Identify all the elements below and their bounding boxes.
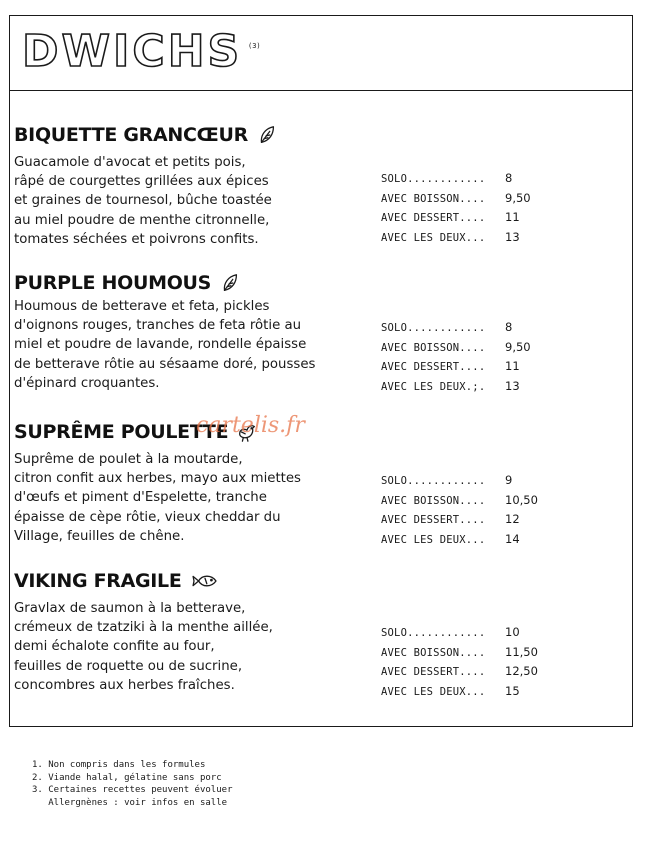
item-description: Suprême de poulet à la moutarde, citron confit aux herbes, mayo aux miettes d'œufs et piment d'Espelette, tranche épaisse de cèpe rôtie, vieux cheddar du Village, feuilles de chêne. [14,452,301,544]
section-title: DWICHS [22,26,243,77]
price-row: AVEC LES DEUX... 13 [381,229,520,244]
leaf-icon [219,272,241,294]
fish-icon [190,570,220,592]
item-name: VIKING FRAGILE [14,569,614,593]
footnote: 1. Non compris dans les formules [32,760,206,770]
price-row: SOLO............ 8 [381,320,513,334]
price-row: AVEC BOISSON.... 9,50 [381,190,531,205]
footnote: Allergnènes : voir infos en salle [32,797,228,808]
price-row: AVEC LES DEUX... 14 [381,531,520,546]
price-row: AVEC BOISSON.... 9,50 [381,339,531,354]
price-row: AVEC BOISSON.... 11,50 [381,644,538,659]
item-description: Guacamole d'avocat et petits pois, râpé de courgettes grillées aux épices et graines de tournesol, bûche toastée au miel poudre de menthe citronnelle, tomates séchées et poivrons confits. [14,155,272,247]
price-row: AVEC DESSERT.... 12 [381,512,520,526]
item-name: SUPRÊME POULETTE [14,420,614,444]
item-name: PURPLE HOUMOUS [14,271,614,295]
price-row: AVEC BOISSON.... 10,50 [381,492,538,507]
price-list [381,171,561,249]
price-list [381,320,561,398]
price-row: AVEC DESSERT.... 11 [381,210,520,224]
watermark: cartelis.fr [196,413,305,438]
price-row: AVEC DESSERT.... 12,50 [381,664,538,678]
price-row: SOLO............ 9 [381,473,513,487]
menu-header [10,16,632,91]
footnote: 3. Certaines recettes peuvent évoluer [32,785,233,796]
item-description: Gravlax de saumon à la betterave, crémeux de tzatziki à la menthe aillée, demi échalote confite au four, feuilles de roquette ou de sucrine, concombres aux herbes fraîches. [14,601,273,693]
price-row: AVEC LES DEUX.;. 13 [381,378,520,393]
leaf-icon [256,124,278,146]
price-row: AVEC DESSERT.... 11 [381,359,520,373]
item-description: Houmous de betterave et feta, pickles d'oignons rouges, tranches de feta rôtie au miel et poudre de lavande, rondelle épaisse de betterave rôtie au sésaame doré, pousses d'épinard croquantes. [14,299,316,391]
section-title-footnote-ref: (3) [248,42,261,50]
price-row: SOLO............ 8 [381,171,513,185]
item-name: BIQUETTE GRANCŒUR [14,123,614,147]
footnote: 2. Viande halal, gélatine sans porc [32,772,222,783]
price-row: SOLO............ 10 [381,625,520,639]
price-row: AVEC LES DEUX... 15 [381,683,520,698]
price-list [381,473,561,551]
price-list [381,625,561,703]
footnotes [32,759,232,809]
